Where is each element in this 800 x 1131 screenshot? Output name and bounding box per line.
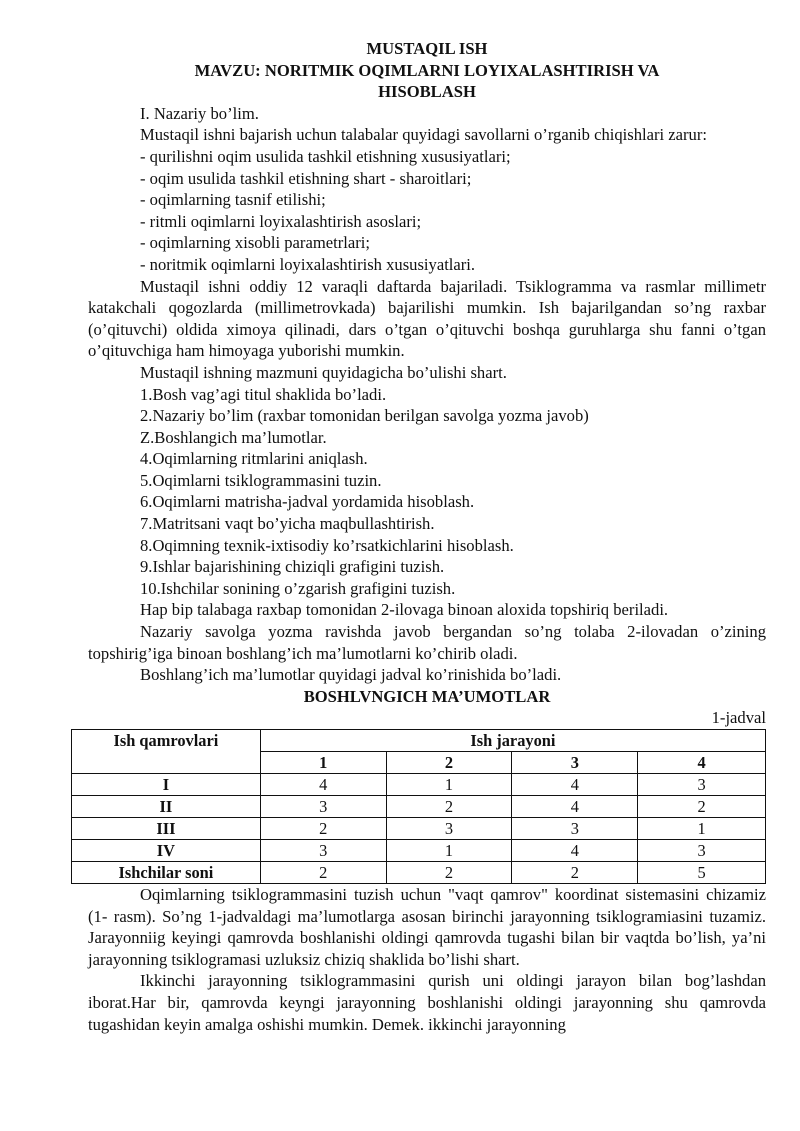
- data-table: [71, 729, 766, 884]
- table-header-cell: 1: [260, 752, 386, 774]
- list-item: Z.Boshlangich ma’lumotlar.: [140, 427, 327, 447]
- table-cell: 1: [638, 818, 766, 840]
- list-item: - oqimlarning tasnif etilishi;: [140, 190, 326, 210]
- list-item: 5.Oqimlarni tsiklogrammasini tuzin.: [140, 470, 382, 490]
- table-cell: 5: [638, 862, 766, 884]
- table-cell: 2: [386, 862, 512, 884]
- table-row: [72, 840, 766, 862]
- list-item: 4.Oqimlarning ritmlarini aniqlash.: [140, 449, 368, 469]
- list-item: - noritmik oqimlarni loyixalashtirish xususiyatlari.: [140, 254, 476, 274]
- paragraph: Boshlang’ich ma’lumotlar quyidagi jadval ko’rinishida bo’ladi.: [140, 665, 562, 685]
- table-row-label: IV: [72, 840, 261, 862]
- table-header-jarayon: Ish jarayoni: [260, 730, 765, 752]
- table-cell: 2: [386, 796, 512, 818]
- table-row-label: Ishchilar soni: [72, 862, 261, 884]
- list-item: 1.Bosh vag’agi titul shaklida bo’ladi.: [140, 384, 387, 404]
- doc-title: MUSTAQIL ISH: [366, 39, 488, 58]
- doc-topic-line1: MAVZU: NORITMIK OQIMLARNI LOYIXALASHTIRISH VA: [194, 60, 660, 80]
- list-item: - qurilishni oqim usulida tashkil etishning xususiyatlari;: [140, 146, 511, 166]
- paragraph: Ikkinchi jarayonning tsiklogrammasini qurish uni oldingi jarayon bilan bog’lashdan iborat.Har bir, qamrovda keyngi jarayonning boshlanishi oldingi jarayonning shu qamrovda tugashidan keyin amalga oshishi mumkin. Demek. ikkinchi jarayonning: [88, 971, 766, 1034]
- document-page: [88, 38, 766, 1035]
- list-item: 6.Oqimlarni matrisha-jadval yordamida hisoblash.: [140, 492, 475, 512]
- table-row-label: I: [72, 774, 261, 796]
- paragraph: Oqimlarning tsiklogrammasini tuzish uchun "vaqt qamrov" koordinat sistemasini chizamiz (1- rasm). So’ng 1-jadvaldagi ma’lumotlarga asosan birinchi jarayonning tsiklogramiasini tuzamiz. Jarayonniig keyingi qamrovda boshlanishi oldingi qamrovda tugashi bilan bir vaqtda bo’lish, ya’ni jarayonning tsiklogramasi uzluksiz chiziq shaklida bo’lishi shart.: [88, 885, 766, 969]
- table-header-qamrov: Ish qamrovlari: [72, 730, 261, 774]
- table-cell: 2: [512, 862, 638, 884]
- table-title: BOSHLVNGICH MA’UMOTLAR: [303, 686, 551, 706]
- table-cell: 3: [260, 796, 386, 818]
- intro-paragraph: Mustaqil ishni bajarish uchun talabalar quyidagi savollarni o’rganib chiqishlari zarur:: [140, 125, 707, 145]
- table-row-label: II: [72, 796, 261, 818]
- list-item: 2.Nazariy bo’lim (raxbar tomonidan berilgan savolga yozma javob): [140, 406, 589, 426]
- table-header-cell: 3: [512, 752, 638, 774]
- table-row: [72, 774, 766, 796]
- list-item: 10.Ishchilar sonining o’zgarish grafigini tuzish.: [140, 578, 456, 598]
- list-item: 8.Oqimning texnik-ixtisodiy ko’rsatkichlarini hisoblash.: [140, 535, 514, 555]
- table-cell: 2: [260, 818, 386, 840]
- paragraph: Nazariy savolga yozma ravishda javob bergandan so’ng tolaba 2-ilovadan o’zining topshirig’iga binoan boshlang’ich ma’lumotlarni ko’chirib oladi.: [88, 622, 766, 663]
- paragraph: Hap bip talabaga raxbap tomonidan 2-ilovaga binoan aloxida topshiriq beriladi.: [140, 600, 669, 620]
- table-cell: 4: [260, 774, 386, 796]
- table-row: [72, 796, 766, 818]
- table-cell: 3: [638, 774, 766, 796]
- table-cell: 3: [386, 818, 512, 840]
- table-row: [72, 862, 766, 884]
- list-item: - oqimlarning xisobli parametrlari;: [140, 233, 370, 253]
- table-row-label: III: [72, 818, 261, 840]
- questions-list: [88, 146, 766, 276]
- table-cell: 4: [512, 774, 638, 796]
- section-heading: I. Nazariy bo’lim.: [140, 103, 259, 123]
- table-cell: 3: [512, 818, 638, 840]
- table-cell: 2: [638, 796, 766, 818]
- table-row: [72, 818, 766, 840]
- table-cell: 3: [260, 840, 386, 862]
- content-intro: Mustaqil ishning mazmuni quyidagicha bo’ulishi shart.: [140, 362, 507, 382]
- table-cell: 4: [512, 796, 638, 818]
- paragraph: Mustaqil ishni oddiy 12 varaqli daftarda bajariladi. Tsiklogramma va rasmlar millimetr katakchali qogozlarda (millimetrovkada) bajarilishi mumkin. Ish bajarilgandan so’ng raxbar (o’qituvchi) oldida ximoya qilinadi, dars o’tgan o’qituvchi boshqa guruhlarga shu fanni o’tgan o’qituvchiga ham himoyaga yuborishi mumkin.: [88, 276, 766, 361]
- table-header-cell: 2: [386, 752, 512, 774]
- table-cell: 4: [512, 840, 638, 862]
- doc-topic-line2: HISOBLASH: [378, 82, 476, 102]
- list-item: 7.Matritsani vaqt bo’yicha maqbullashtirish.: [140, 514, 435, 534]
- content-list: [88, 384, 766, 600]
- table-cell: 1: [386, 774, 512, 796]
- list-item: 9.Ishlar bajarishining chiziqli grafigini tuzish.: [140, 557, 445, 577]
- table-cell: 3: [638, 840, 766, 862]
- table-header-cell: 4: [638, 752, 766, 774]
- list-item: - ritmli oqimlarni loyixalashtirish asoslari;: [140, 211, 422, 231]
- table-label: 1-jadval: [711, 708, 766, 728]
- table-cell: 1: [386, 840, 512, 862]
- table-cell: 2: [260, 862, 386, 884]
- list-item: - oqim usulida tashkil etishning shart - sharoitlari;: [140, 168, 472, 188]
